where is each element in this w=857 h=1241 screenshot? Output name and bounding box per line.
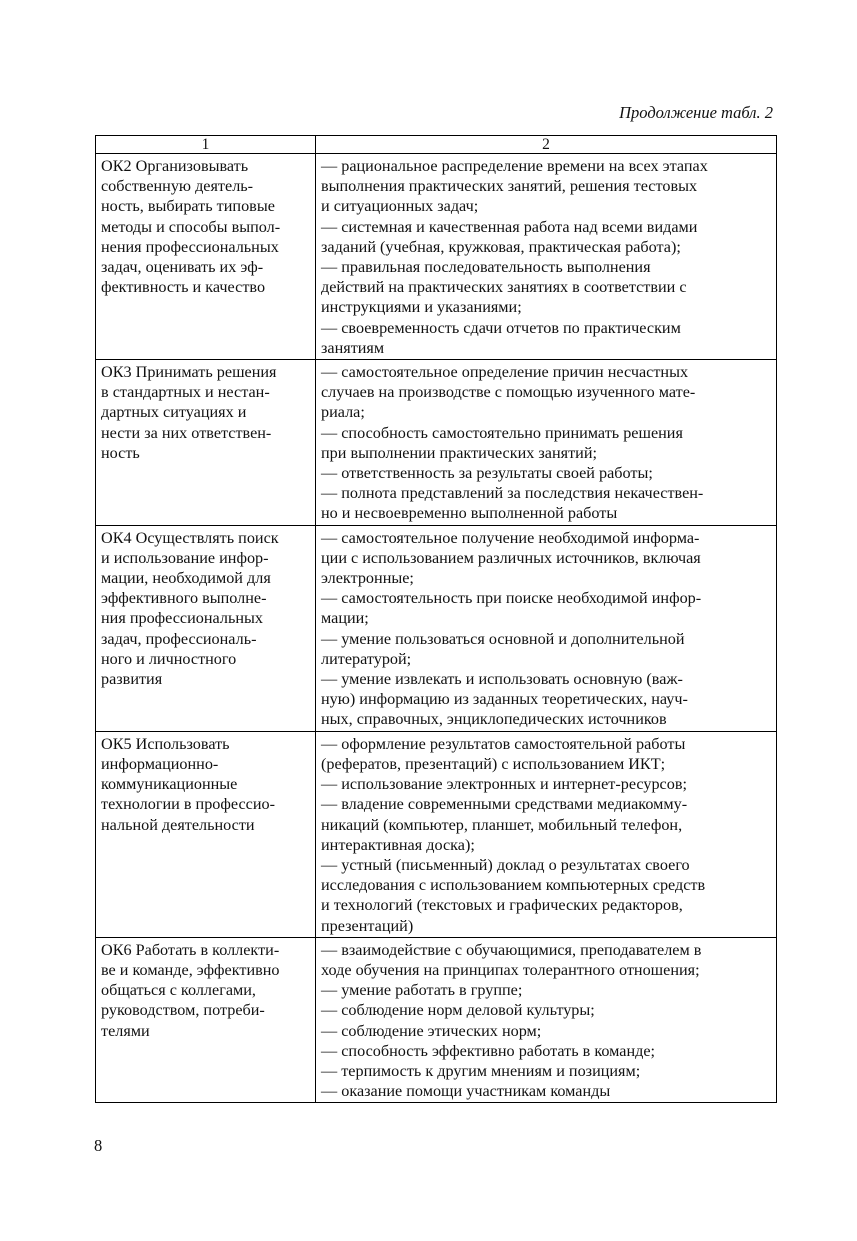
text-line: ОК4 Осуществлять поиск xyxy=(101,528,279,547)
text-line: (рефератов, презентаций) с использованием ИКТ; xyxy=(321,754,666,773)
text-line: технологии в профессио- xyxy=(101,795,275,814)
text-line: — ответственность за результаты своей работы; xyxy=(321,464,653,483)
text-line: методы и способы выпол- xyxy=(101,217,281,236)
text-line: случаев на производстве с помощью изученного мате- xyxy=(321,383,696,402)
competence-cell xyxy=(96,360,316,526)
text-line: общаться с коллегами, xyxy=(101,981,256,1000)
text-line: нести за них ответствен- xyxy=(101,423,272,442)
indicators-cell xyxy=(316,731,777,937)
text-line: исследования с использованием компьютерных средств xyxy=(321,876,706,895)
text-line: — владение современными средствами медиакомму- xyxy=(321,795,688,814)
text-line: презентаций) xyxy=(321,916,414,935)
text-line: мации, необходимой для xyxy=(101,569,271,588)
text-line: ность xyxy=(101,443,140,462)
text-line: — взаимодействие с обучающимися, преподавателем в xyxy=(321,940,702,959)
text-line: — устный (письменный) доклад о результатах своего xyxy=(321,855,690,874)
text-line: занятиям xyxy=(321,338,385,357)
text-line: инструкциями и указаниями; xyxy=(321,298,522,317)
text-line: — использование электронных и интернет-ресурсов; xyxy=(321,775,687,794)
competence-cell xyxy=(96,154,316,360)
text-line: выполнения практических занятий, решения тестовых xyxy=(321,177,698,196)
text-line: ных, справочных, энциклопедических источников xyxy=(321,710,667,729)
indicators-cell xyxy=(316,525,777,731)
page-number: 8 xyxy=(94,1136,103,1155)
text-line: задач, оценивать их эф- xyxy=(101,258,264,277)
text-line: — умение извлекать и использовать основную (важ- xyxy=(321,670,683,689)
text-line: и использование инфор- xyxy=(101,548,269,567)
text-line: информационно- xyxy=(101,754,219,773)
text-line: ОК5 Использовать xyxy=(101,734,230,753)
text-line: в стандартных и нестан- xyxy=(101,383,270,402)
text-line: — самостоятельность при поиске необходимой инфор- xyxy=(321,589,702,608)
indicators-cell xyxy=(316,154,777,360)
text-line: эффективного выполне- xyxy=(101,589,267,608)
text-line: — умение работать в группе; xyxy=(321,981,523,1000)
text-line: задач, профессиональ- xyxy=(101,629,257,648)
text-line: дартных ситуациях и xyxy=(101,403,247,422)
text-line: собственную деятель- xyxy=(101,177,254,196)
indicators-cell xyxy=(316,937,777,1103)
text-line: ного и личностного xyxy=(101,649,237,668)
text-line: мации; xyxy=(321,609,369,628)
header-col-2: 2 xyxy=(316,136,777,154)
text-line: телями xyxy=(101,1021,150,1040)
text-line: — рациональное распределение времени на всех этапах xyxy=(321,157,708,175)
text-line: — соблюдение норм деловой культуры; xyxy=(321,1001,595,1020)
text-line: — умение пользоваться основной и дополнительной xyxy=(321,629,685,648)
text-line: риала; xyxy=(321,403,365,422)
text-line: никаций (компьютер, планшет, мобильный телефон, xyxy=(321,815,683,834)
text-line: — терпимость к другим мнениям и позициям; xyxy=(321,1061,641,1080)
text-line: заданий (учебная, кружковая, практическая работа); xyxy=(321,237,681,256)
text-line: коммуникационные xyxy=(101,775,238,794)
text-line: ность, выбирать типовые xyxy=(101,197,275,216)
text-line: электронные; xyxy=(321,569,414,588)
text-line: и технологий (текстовых и графических редакторов, xyxy=(321,896,683,915)
text-line: руководством, потреби- xyxy=(101,1001,265,1020)
text-line: нальной деятельности xyxy=(101,815,255,834)
text-line: ную) информацию из заданных теоретических, науч- xyxy=(321,690,688,709)
header-col-1: 1 xyxy=(96,136,316,154)
indicators-cell xyxy=(316,360,777,526)
table-row xyxy=(96,937,777,1103)
text-line: и ситуационных задач; xyxy=(321,197,479,216)
text-line: но и несвоевременно выполненной работы xyxy=(321,504,618,523)
text-line: при выполнении практических занятий; xyxy=(321,443,597,462)
table-row xyxy=(96,525,777,731)
text-line: ОК3 Принимать решения xyxy=(101,363,277,382)
competence-cell xyxy=(96,525,316,731)
text-line: — своевременность сдачи отчетов по практическим xyxy=(321,318,681,337)
text-line: — самостоятельное получение необходимой информа- xyxy=(321,528,700,547)
text-line: — оформление результатов самостоятельной работы xyxy=(321,734,686,753)
text-line: — оказание помощи участникам команды xyxy=(321,1082,611,1101)
text-line: действий на практических занятиях в соответствии с xyxy=(321,278,687,297)
competencies-table xyxy=(95,135,777,1103)
text-line: — полнота представлений за последствия некачествен- xyxy=(321,484,704,503)
text-line: — соблюдение этических норм; xyxy=(321,1021,542,1040)
text-line: литературой; xyxy=(321,649,412,668)
text-line: ходе обучения на принципах толерантного отношения; xyxy=(321,960,700,979)
text-line: ции с использованием различных источников, включая xyxy=(321,548,701,567)
table-row xyxy=(96,731,777,937)
table-row xyxy=(96,360,777,526)
text-line: ОК6 Работать в коллекти- xyxy=(101,940,280,959)
text-line: — способность эффективно работать в команде; xyxy=(321,1041,656,1060)
table-header-row xyxy=(96,136,777,154)
text-line: ве и команде, эффективно xyxy=(101,960,280,979)
text-line: нения профессиональных xyxy=(101,237,279,256)
competence-cell xyxy=(96,731,316,937)
text-line: интерактивная доска); xyxy=(321,835,475,854)
text-line: ОК2 Организовывать xyxy=(101,157,249,175)
competence-cell xyxy=(96,937,316,1103)
text-line: ния профессиональных xyxy=(101,609,263,628)
text-line: фективность и качество xyxy=(101,278,266,297)
table-row xyxy=(96,154,777,360)
text-line: — способность самостоятельно принимать решения xyxy=(321,423,683,442)
text-line: развития xyxy=(101,670,163,689)
table-caption: Продолжение табл. 2 xyxy=(619,103,773,122)
text-line: — правильная последовательность выполнения xyxy=(321,258,651,277)
text-line: — системная и качественная работа над всеми видами xyxy=(321,217,698,236)
text-line: — самостоятельное определение причин несчастных xyxy=(321,363,689,382)
